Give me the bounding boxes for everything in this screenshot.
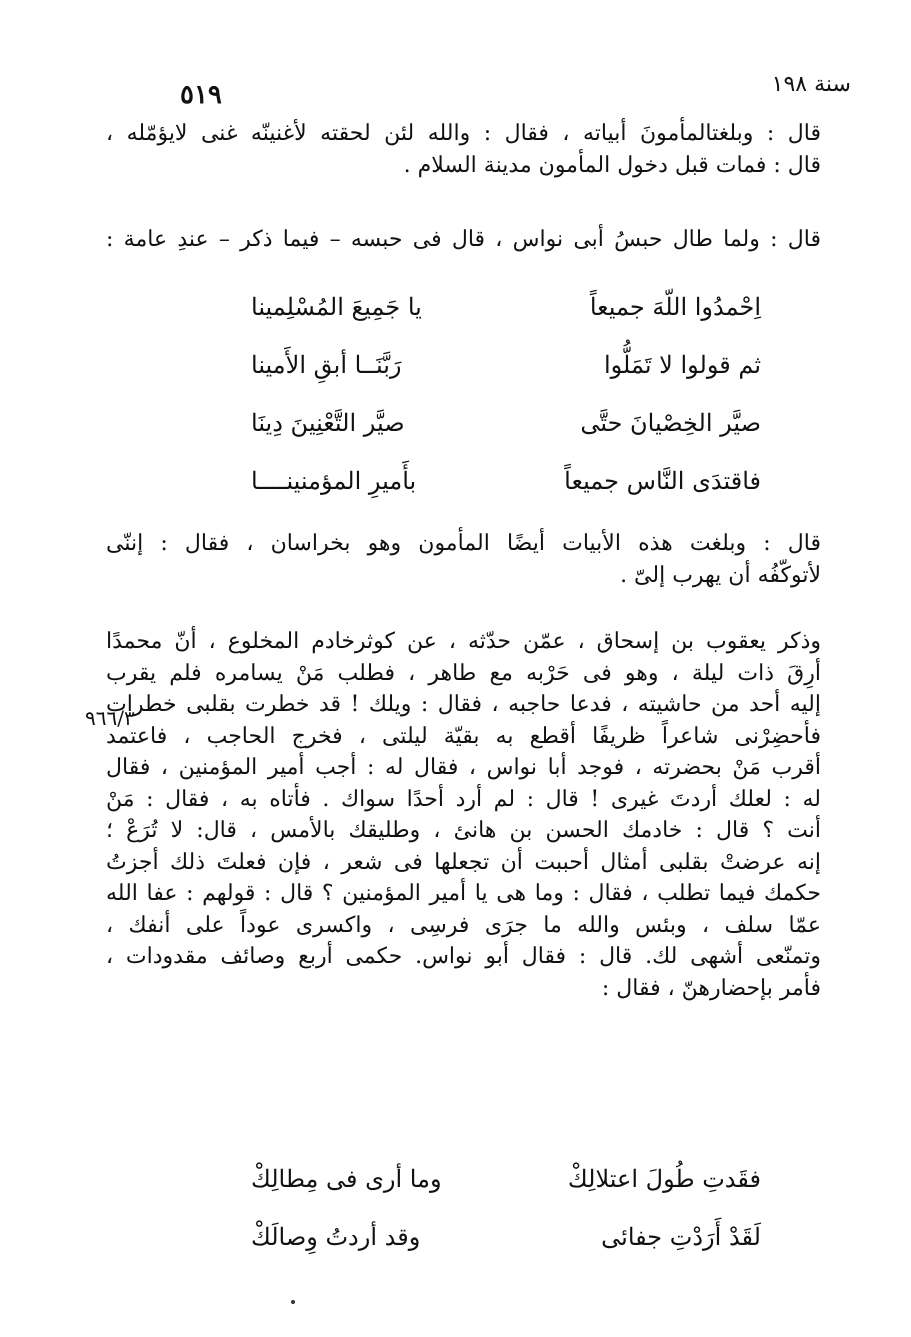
- verse-line: [251, 1208, 761, 1266]
- paragraph-3: [106, 528, 821, 591]
- text-line: إليه أحد من حاشيته ، فدعا حاجبه ، فقال : ويلك ! قد خطرت بقلبى خطرات: [106, 692, 821, 717]
- paragraph-4: [106, 626, 821, 1004]
- speck-mark: [291, 1300, 295, 1304]
- text-line: فأحضِرْنى شاعراً ظريفًا أقطع به بقيّة ليلتى ، فخرج الحاجب ، فاعتمد: [106, 723, 821, 749]
- hemistich-second: يا جَمِيعَ المُسْلِمينا: [251, 293, 422, 321]
- text-line: قال : فمات قبل دخول المأمون مدينة السلام .: [403, 152, 821, 178]
- paragraph-2: [106, 224, 821, 256]
- hemistich-second: بأَميرِ المؤمنينــــا: [251, 467, 417, 495]
- poem-2: [251, 1150, 761, 1266]
- text-line: أنت ؟ قال : خادمك الحسن بن هانئ ، وطليقك بالأمس ، قال: لا تُرَعْ ؛: [106, 818, 821, 843]
- hemistich-first: ثم قولوا لا تَمَلُّوا: [603, 351, 761, 379]
- verse-line: [251, 394, 761, 452]
- paragraph-1: [106, 118, 821, 181]
- hemistich-first: اِحْمدُوا اللّهَ جميعاً: [589, 293, 761, 321]
- hemistich-second: وما أرى فى مِطالِكْ: [251, 1165, 442, 1193]
- text-line: وذكر يعقوب بن إسحاق ، عمّن حدّثه ، عن كوثرخادم المخلوع ، أنّ محمدًا: [106, 629, 821, 654]
- hemistich-first: لَقَدْ أَرَدْتِ جفائى: [601, 1223, 761, 1251]
- hemistich-second: وقد أردتُ وِصالَكْ: [251, 1223, 421, 1251]
- text-line: وتمنّعى أشهى لك. قال : فقال أبو نواس. حكمى أربع وصائف مقدودات ،: [106, 944, 821, 969]
- text-line: حكمك فيما تطلب ، فقال : وما هى يا أمير المؤمنين ؟ قال : قولهم : عفا الله: [106, 881, 821, 906]
- text-line: إنه عرضتْ بقلبى أمثال أحببت أن تجعلها فى شعر ، فإن فعلتَ ذلك أجزتُ: [106, 849, 821, 875]
- hemistich-second: رَبَّنَــا أبقِ الأَمينا: [251, 351, 402, 379]
- running-header-year: سنة ١٩٨: [771, 72, 851, 97]
- verse-line: [251, 452, 761, 510]
- page-number: ٥١٩: [180, 80, 222, 110]
- text-line: أقرب مَنْ بحضرته ، فوجد أبا نواس ، فقال له : أجب أمير المؤمنين ، فقال: [106, 755, 821, 780]
- verse-line: [251, 336, 761, 394]
- text-line: أرِقَ ذات ليلة ، وهو فى حَرْبه مع طاهر ، فطلب مَنْ يسامره فلم يقرب: [106, 660, 821, 686]
- text-line: فأمر بإحضارهنّ ، فقال :: [601, 975, 821, 1001]
- text-line: قال : وبلغتالمأمونَ أبياته ، فقال : والله لئن لحقته لأغنينّه غنى لايؤمّله ،: [106, 121, 821, 146]
- text-line: قال : ولما طال حبسُ أبى نواس ، قال فى حبسه – فيما ذكر – عندِ عامة :: [106, 227, 821, 252]
- poem-1: [251, 278, 761, 510]
- text-line: لأتوكّفُه أن يهرب إلىّ .: [620, 562, 821, 588]
- verse-line: [251, 1150, 761, 1208]
- hemistich-first: فقَدتِ طُولَ اعتلالِكْ: [567, 1165, 761, 1193]
- hemistich-second: صيَّر التَّعْنِينَ دِينَا: [251, 409, 405, 437]
- verse-line: [251, 278, 761, 336]
- hemistich-first: صيَّر الخِصْيانَ حتَّى: [580, 409, 761, 437]
- hemistich-first: فاقتدَى النَّاس جميعاً: [564, 467, 761, 495]
- text-line: عمّا سلف ، وبئس والله ما جرَى فرسِى ، واكسرى عوداً على أنفك ،: [106, 912, 821, 938]
- text-line: له : لعلك أردتَ غيرى ! قال : لم أرد أحدًا سواك . فأتاه به ، فقال : مَنْ: [106, 786, 821, 812]
- text-line: قال : وبلغت هذه الأبيات أيضًا المأمون وهو بخراسان ، فقال : إننّى: [106, 531, 821, 556]
- margin-reference: ٩٦٦/٣: [85, 706, 135, 730]
